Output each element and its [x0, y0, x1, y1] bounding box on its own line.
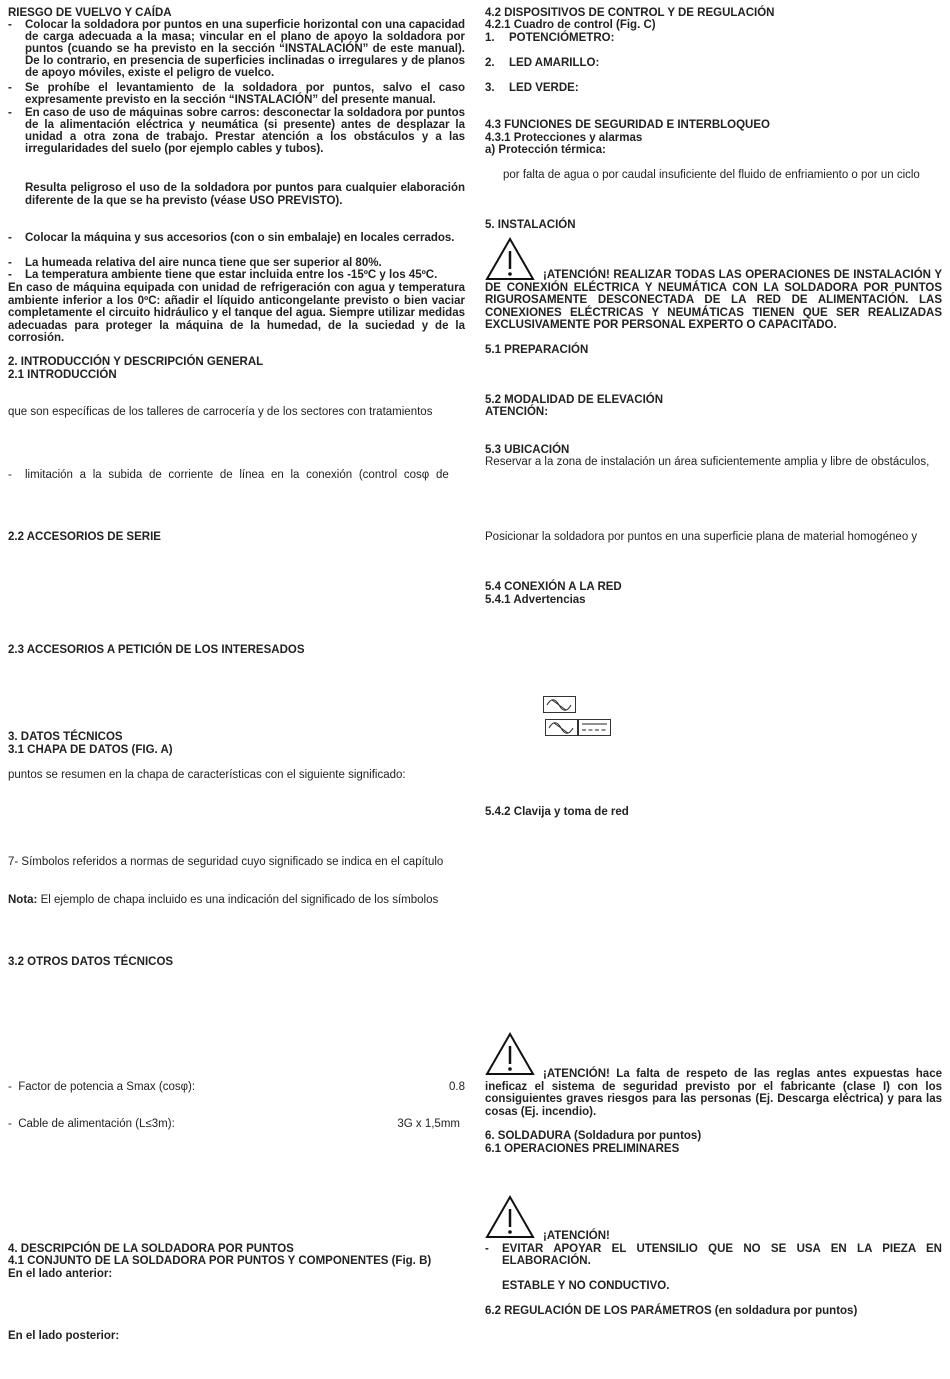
list-item: - Se prohíbe el levantamiento de la soldadora por puntos, salvo el caso expresamente previsto en la sección “INSTALACIÓN” del presente manual.: [8, 82, 465, 106]
section-4-3-title: 4.3 FUNCIONES DE SEGURIDAD E INTERBLOQUEO: [485, 119, 770, 131]
riesgo-item-2: Se prohíbe el levantamiento de la soldadora por puntos, salvo el caso expresamente previsto en la sección “INSTALACIÓN” del presente manual.: [25, 82, 465, 106]
section-4-2-1-title: 4.2.1 Cuadro de control (Fig. C): [485, 19, 656, 31]
control-label: LED VERDE:: [509, 82, 579, 94]
section-5-1-title: 5.1 PREPARACIÓN: [485, 344, 589, 356]
section-5-4-title: 5.4 CONEXIÓN A LA RED: [485, 581, 622, 593]
cold-note: En caso de máquina equipada con unidad de refrigeración con agua y temperatura ambiente inferior a los 0ºC: añadir el líquido anticongelante previsto o bien vaciar completamente el circuito hidráulico y el tanque del agua. Siempre utilizar medidas adecuadas para proteger la máquina de la humedad, de la suciedad y de la corrosión.: [8, 282, 465, 344]
prelim-atencion: ¡ATENCIÓN!: [543, 1230, 610, 1242]
nota-paragraph: [8, 894, 465, 907]
control-item: [485, 32, 942, 44]
control-label: POTENCIÓMETRO:: [509, 32, 615, 44]
section-4-3-1-a: a) Protección térmica:: [485, 144, 606, 156]
section-2-3-title: 2.3 ACCESORIOS A PETICIÓN DE LOS INTERESADOS: [8, 644, 305, 656]
section-4-1-title: 4.1 CONJUNTO DE LA SOLDADORA POR PUNTOS Y COMPONENTES (Fig. B): [8, 1255, 432, 1267]
control-number: 1.: [485, 32, 495, 44]
prelim-item-continuation: ESTABLE Y NO CONDUCTIVO.: [502, 1280, 670, 1292]
control-number: 2.: [485, 57, 495, 69]
section-5-4-1-title: 5.4.1 Advertencias: [485, 594, 586, 606]
section-5-2-title: 5.2 MODALIDAD DE ELEVACIÓN: [485, 394, 664, 406]
ambient-item-1: Colocar la máquina y sus accesorios (con o sin embalaje) en locales cerrados.: [25, 232, 455, 244]
section-3-1-item-7: 7- Símbolos referidos a normas de seguridad cuyo significado se indica en el capítulo: [8, 856, 444, 868]
nota-label: Nota:: [8, 894, 38, 906]
install-warning: ¡ATENCIÓN! REALIZAR TODAS LAS OPERACIONES DE INSTALACIÓN Y DE CONEXIÓN ELÉCTRICA Y NEUMÁTICA CON LA SOLDADORA POR PUNTOS RIGUROSAMENTE DESCONECTADA DE LA RED DE ALIMENTACIÓN. LAS CONEXIONES ELÉCTRICAS Y NEUMÁTICAS TIENEN QUE SER REALIZADAS EXCLUSIVAMENTE POR PERSONAL EXPERTO O CAPACITADO.: [485, 269, 942, 331]
tech-row: - Cable de alimentación (L≤3m): 3G x 1,5mm: [8, 1118, 460, 1130]
section-5-3-title: 5.3 UBICACIÓN: [485, 444, 570, 456]
riesgo-item-1: Colocar la soldadora por puntos en una superficie horizontal con una capacidad de carga adecuada a la masa; vincular en el plano de apoyo la soldadora por puntos (cuando se ha previsto en la sección “INSTALACIÓN” de este manual). De lo contrario, en presencia de superficies inclinadas o irregulares y de planos de apoyo móviles, existe el peligro de vuelco.: [25, 19, 465, 79]
rear-side-label: En el lado posterior:: [8, 1330, 120, 1342]
list-item: - EVITAR APOYAR EL UTENSILIO QUE NO SE USA EN LA PIEZA EN ELABORACIÓN.: [485, 1243, 942, 1267]
uso-warning: Resulta peligroso el uso de la soldadora por puntos para cualquier elaboración diferente de la que se ha previsto (véase USO PREVISTO).: [25, 182, 465, 207]
control-item: [485, 57, 942, 69]
section-2-title: 2. INTRODUCCIÓN Y DESCRIPCIÓN GENERAL: [8, 356, 264, 368]
tech-row-value: 3G x 1,5mm: [397, 1118, 460, 1130]
warning-triangle-icon: [485, 1195, 535, 1239]
section-5-2-atencion: ATENCIÓN:: [485, 406, 549, 418]
section-2-2-title: 2.2 ACCESORIOS DE SERIE: [8, 531, 161, 543]
control-item: [485, 82, 942, 94]
prelim-item: EVITAR APOYAR EL UTENSILIO QUE NO SE USA EN LA PIEZA EN ELABORACIÓN.: [502, 1243, 942, 1267]
section-2-1-text: que son específicas de los talleres de carrocería y de los sectores con tratamientos: [8, 406, 433, 418]
section-6-1-title: 6.1 OPERACIONES PRELIMINARES: [485, 1143, 680, 1155]
riesgo-item-3: En caso de uso de máquinas sobre carros: desconectar la soldadora por puntos de la alimentación eléctrica y neumática (si presente) antes de desplazar la unidad a otra zona de trabajo. Prestar atención a los obstáculos y a las irregularidades del suelo (por ejemplo cables y tubos).: [25, 107, 465, 155]
section-5-3-text: Reservar a la zona de instalación un área suficientemente amplia y libre de obstáculos,: [485, 456, 930, 468]
riesgo-title: RIESGO DE VUELVO Y CAÍDA: [8, 7, 172, 19]
section-2-1-title: 2.1 INTRODUCCIÓN: [8, 369, 117, 381]
section-3-1-text: puntos se resumen en la chapa de características con el siguiente significado:: [8, 769, 406, 781]
ac-dc-supply-symbol-icon: [545, 719, 578, 736]
section-2-1-item: limitación a la subida de corriente de línea en la conexión (control cosφ de: [25, 469, 449, 481]
section-5-3-text-2: Posicionar la soldadora por puntos en una superficie plana de material homogéneo y: [485, 531, 918, 543]
control-label: LED AMARILLO:: [509, 57, 600, 69]
ac-supply-symbol-icon: [543, 696, 576, 713]
thermal-text: por falta de agua o por caudal insuficiente del fluido de enfriamiento o por un ciclo: [503, 169, 920, 181]
safety-warning: ¡ATENCIÓN! La falta de respeto de las reglas antes expuestas hace ineficaz el sistema de seguridad previsto por el fabricante (clase I) con los consiguientes graves riesgos para las personas (Ej. Descarga eléctrica) y para las cosas (Ej. incendio).: [485, 1068, 942, 1118]
list-item: - Colocar la máquina y sus accesorios (con o sin embalaje) en locales cerrados.: [8, 232, 465, 244]
section-3-title: 3. DATOS TÉCNICOS: [8, 731, 123, 743]
section-3-1-title: 3.1 CHAPA DE DATOS (FIG. A): [8, 744, 173, 756]
ambient-item-3: La temperatura ambiente tiene que estar incluida entre los -15ºC y los 45ºC.: [25, 269, 438, 281]
ambient-item-2: La humeada relativa del aire nunca tiene que ser superior al 80%.: [25, 257, 382, 269]
section-6-2-title: 6.2 REGULACIÓN DE LOS PARÁMETROS (en soldadura por puntos): [485, 1305, 858, 1317]
list-item: - limitación a la subida de corriente de línea en la conexión (control cosφ de: [8, 469, 465, 481]
list-item: - La temperatura ambiente tiene que estar incluida entre los -15ºC y los 45ºC.: [8, 269, 465, 281]
list-item: - En caso de uso de máquinas sobre carros: desconectar la soldadora por puntos de la alimentación eléctrica y neumática (si presente) antes de desplazar la unidad a otra zona de trabajo. Prestar atención a los obstáculos y a las irregularidades del suelo (por ejemplo cables y tubos).: [8, 107, 465, 155]
tech-row: - Factor de potencia a Smax (cosφ): 0.8: [8, 1081, 465, 1093]
section-3-2-title: 3.2 OTROS DATOS TÉCNICOS: [8, 956, 174, 968]
section-5-title: 5. INSTALACIÓN: [485, 219, 576, 231]
section-5-4-2-title: 5.4.2 Clavija y toma de red: [485, 806, 629, 818]
nota-text: El ejemplo de chapa incluido es una indicación del significado de los símbolos: [37, 894, 439, 906]
list-item: - Colocar la soldadora por puntos en una superficie horizontal con una capacidad de carga adecuada a la masa; vincular en el plano de apoyo la soldadora por puntos (cuando se ha previsto en la sección “INSTALACIÓN” de este manual). De lo contrario, en presencia de superficies inclinadas o irregulares y de planos de apoyo móviles, existe el peligro de vuelco.: [8, 19, 465, 79]
section-4-3-1-title: 4.3.1 Protecciones y alarmas: [485, 132, 643, 144]
tech-row-value: 0.8: [449, 1081, 465, 1093]
front-side-label: En el lado anterior:: [8, 1268, 113, 1280]
dc-supply-symbol-icon: [578, 719, 611, 736]
tech-row-label: Factor de potencia a Smax (cosφ):: [18, 1081, 196, 1093]
control-number: 3.: [485, 82, 495, 94]
tech-row-label: Cable de alimentación (L≤3m):: [18, 1118, 175, 1130]
section-4-title: 4. DESCRIPCIÓN DE LA SOLDADORA POR PUNTOS: [8, 1243, 294, 1255]
list-item: - La humeada relativa del aire nunca tiene que ser superior al 80%.: [8, 257, 465, 269]
section-6-title: 6. SOLDADURA (Soldadura por puntos): [485, 1130, 702, 1142]
section-4-2-title: 4.2 DISPOSITIVOS DE CONTROL Y DE REGULACIÓN: [485, 7, 775, 19]
